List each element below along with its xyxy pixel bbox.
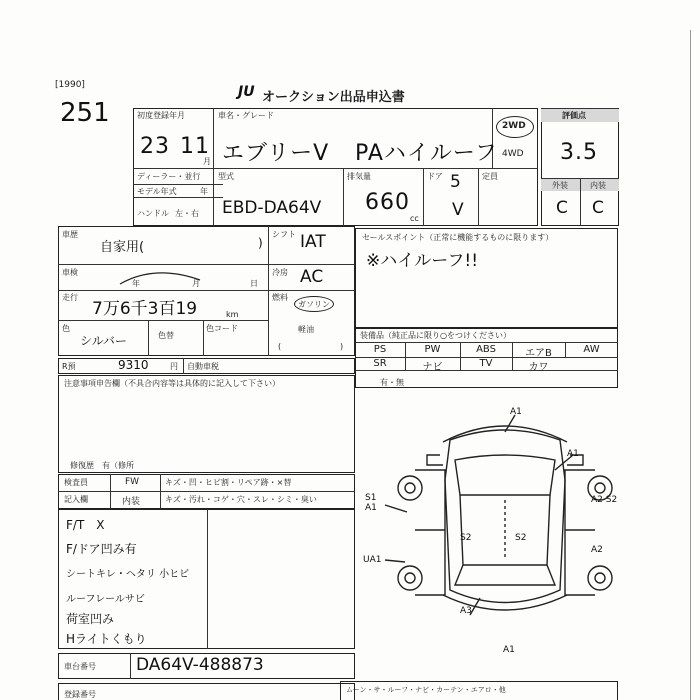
handle-label: ハンドル: [137, 209, 169, 218]
mileage-value: 7万6千3百19: [92, 299, 198, 319]
equip-yes-no: 有・無: [380, 378, 404, 387]
fw-items: キズ・凹・ヒビ割・リペア跡・×替: [165, 478, 292, 487]
exterior-label: 外装: [552, 181, 568, 190]
capacity-label: 定員: [482, 172, 498, 181]
handle-options: 左・右: [175, 209, 199, 218]
model-label: 型式: [218, 172, 234, 181]
car-name-label: 車名・グレード: [218, 111, 274, 120]
r-price-label: R預: [62, 362, 76, 371]
car-damage-diagram: [355, 400, 655, 660]
usage-label: 車歴: [62, 230, 78, 239]
color-change-label: 色替: [158, 331, 174, 340]
car-grade-value: PAハイルーフ: [355, 141, 498, 166]
notice-label: 注意事項申告欄（不具合内容等は具体的に記入して下さい）: [64, 379, 280, 388]
reg-date-label: 初度登録年月: [137, 111, 185, 120]
exterior-value: C: [556, 198, 568, 218]
chassis-label: 車台番号: [64, 662, 96, 671]
ju-logo: JU: [238, 84, 255, 100]
mark-a3: A3: [460, 606, 472, 616]
equip-leather: カワ: [528, 362, 549, 373]
mark-s2-right: S2: [515, 533, 527, 543]
reg-month: 11: [180, 134, 210, 159]
equip-sr: SR: [373, 358, 387, 369]
inspection-strike-mark: [115, 262, 205, 292]
note-2: シートキレ・ヘタリ 小ヒビ: [66, 569, 190, 580]
naiso-label: 内装: [122, 497, 141, 507]
rating-value: 3.5: [560, 140, 598, 165]
entry-label: 記入欄: [64, 495, 88, 504]
mark-a2-s2: A2 S2: [591, 495, 618, 505]
mileage-unit: km: [226, 310, 239, 319]
note-0: F/T X: [66, 518, 105, 532]
options-text: ムーン・サ・ルーフ・ナビ・カーテン・エアロ・他: [346, 686, 506, 694]
ac-label: 冷房: [272, 268, 288, 277]
displacement-value: 660: [365, 190, 410, 215]
reg-month-unit: 月: [203, 157, 211, 166]
body-type-value: V: [452, 200, 464, 220]
doors-label: ドア: [427, 172, 443, 181]
color-label: 色: [62, 324, 70, 333]
inspector-label: 検査員: [64, 478, 88, 487]
shift-value: IAT: [300, 232, 326, 252]
note-4: 荷室凹み: [66, 612, 115, 626]
drive-selected: 2WD: [502, 121, 526, 131]
interior-value: C: [592, 198, 604, 218]
page-right-edge: [690, 30, 691, 700]
rating-label: 評価点: [562, 111, 586, 120]
inspection-year: 年: [132, 279, 140, 288]
equipment-label: 装備品（純正品に限り○をつけください）: [360, 331, 511, 340]
doors-value: 5: [450, 172, 461, 192]
equip-abs: ABS: [476, 344, 496, 355]
naiso-items: キズ・汚れ・コゲ・穴・スレ・シミ・臭い: [165, 495, 317, 504]
note-5: Hライトくもり: [66, 632, 147, 646]
inspection-day: 日: [250, 279, 258, 288]
chassis-value: DA64V-488873: [136, 655, 264, 675]
sales-point-box: [355, 228, 618, 328]
note-3: ルーフレールサビ: [66, 594, 145, 605]
mark-a1-right: A1: [567, 449, 579, 459]
equip-airbag: エアB: [525, 348, 552, 359]
fuel-label: 燃料: [272, 293, 288, 302]
mark-a1-front: A1: [510, 407, 522, 417]
reg-year: 23: [140, 134, 170, 159]
equip-ps: PS: [373, 344, 387, 355]
note-1: F/ドア凹み有: [66, 542, 137, 556]
ac-value: AC: [300, 267, 324, 287]
form-title: オークション出品申込書: [262, 90, 405, 105]
usage-value: 自家用(: [100, 240, 145, 255]
r-price-value: 9310: [118, 358, 149, 372]
sheet-number: [1990]: [55, 80, 85, 90]
mark-s2-left: S2: [460, 533, 472, 543]
car-tax-label: 自動車税: [187, 362, 219, 371]
lot-number: 251: [60, 98, 110, 128]
inspection-month: 月: [192, 279, 200, 288]
notice-box: [58, 375, 355, 473]
registration-label: 登録番号: [64, 690, 96, 699]
repair-history-label: 修復歴 有（修所: [70, 461, 134, 470]
shift-label: シフト: [272, 230, 296, 239]
mark-a1-rear: A1: [503, 645, 515, 655]
color-value: シルバー: [80, 334, 127, 348]
equip-tv: TV: [479, 358, 493, 369]
dealer-row-label: ディーラー・並行: [137, 172, 201, 181]
mark-s1: S1: [365, 493, 377, 503]
mark-a2-rear: A2: [591, 545, 603, 555]
mark-ua1: UA1: [363, 555, 382, 565]
fuel-sub: 軽油: [298, 325, 314, 334]
inspection-label: 車検: [62, 268, 78, 277]
displacement-label: 排気量: [347, 172, 371, 181]
fw-label: FW: [125, 477, 140, 487]
model-year-label: モデル年式: [137, 187, 177, 196]
model-value: EBD-DA64V: [222, 198, 322, 218]
model-year-unit: 年: [200, 187, 208, 196]
color-code-label: 色コード: [206, 324, 238, 333]
car-name-value: エブリーV: [222, 141, 330, 166]
r-price-unit: 円: [170, 362, 178, 371]
sales-point-label: セールスポイント（正常に機能するものに限ります）: [362, 233, 554, 242]
sales-point-value: ※ハイルーフ!!: [366, 251, 479, 271]
interior-label: 内装: [590, 181, 606, 190]
drive-other: 4WD: [502, 149, 524, 159]
fuel-value: ガソリン: [298, 300, 330, 309]
displacement-unit: cc: [410, 214, 419, 223]
mark-a1-left: A1: [365, 503, 377, 513]
equip-pw: PW: [424, 344, 441, 355]
equip-navi: ナビ: [422, 362, 443, 373]
mileage-label: 走行: [62, 293, 78, 302]
registration-box: [58, 683, 355, 700]
equip-aw: AW: [583, 344, 600, 355]
